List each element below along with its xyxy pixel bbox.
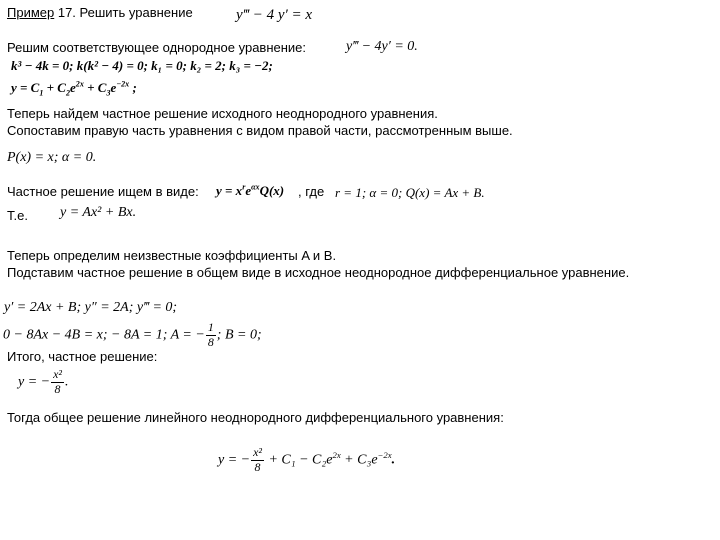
where-equation: r = 1; α = 0; Q(x) = Ax + B. (335, 185, 485, 200)
gh-part-a: y = C (11, 80, 40, 95)
te-text: Т.е. (7, 208, 28, 223)
gh-part-d: + C (83, 80, 107, 95)
psf-r: r (242, 182, 246, 192)
final-den: 8 (254, 459, 261, 474)
gh-sup1: 2x (75, 79, 84, 89)
gh-sup2: −2x (116, 79, 130, 89)
homogeneous-general-solution (11, 80, 137, 96)
paragraph-2-line-2: Подставим частное решение в общем виде в исходное неоднородное дифференциальное уравнение. (7, 265, 630, 280)
final-fraction (251, 447, 264, 474)
partial-solution-text: Частное решение ищем в виде: (7, 184, 199, 199)
psf-alpha: αx (251, 182, 260, 192)
gh-sub3: 3 (106, 88, 111, 98)
coef-num: 1 (207, 320, 214, 334)
homogeneous-equation: y‴ − 4y′ = 0. (346, 39, 418, 54)
result-num: x² (53, 367, 62, 381)
partial-solution-result (18, 369, 68, 396)
result-end: . (64, 374, 69, 390)
coef-den: 8 (207, 334, 214, 349)
partial-solution-form (216, 183, 284, 199)
psf-e: e (245, 183, 252, 198)
te-equation: y = Ax² + Bx. (60, 205, 137, 220)
final-end: . (391, 452, 396, 468)
gh-part-c: e (70, 80, 76, 95)
final-lhs: y = − (218, 452, 251, 468)
final-rest2: + C₃e (340, 452, 378, 468)
gh-sub2: 2 (65, 88, 71, 98)
coef-right: ; B = 0; (216, 327, 262, 343)
final-sup1: 2x (332, 449, 341, 460)
final-rest: + C₁ − C₂e (264, 452, 333, 468)
general-solution (218, 447, 395, 474)
paragraph-2-line-1: Теперь определим неизвестные коэффициенты A и B. (7, 248, 337, 263)
final-sup2: −2x (377, 449, 392, 460)
result-text: Итого, частное решение: (7, 349, 158, 364)
psf-q: Q(x) (259, 183, 285, 198)
example-title-label: Пример (7, 5, 55, 20)
where-text: , где (298, 184, 325, 199)
homogeneous-text: Решим соответствующее однородное уравнение: (7, 40, 307, 55)
psf-y: y = x (216, 183, 243, 198)
gh-part-b: + C (43, 80, 66, 95)
gh-sub1: 1 (39, 88, 44, 98)
example-title-rest: 17. Решить уравнение (54, 5, 193, 20)
coef-left: 0 − 8Ax − 4B = x; − 8A = 1; A = − (3, 327, 205, 343)
gh-part-f: ; (129, 80, 137, 95)
coef-fraction (206, 322, 216, 349)
final-text: Тогда общее решение линейного неоднородного дифференциального уравнения: (7, 410, 504, 425)
paragraph-1-line-1: Теперь найдем частное решение исходного неоднородного уравнения. (7, 106, 438, 121)
result-den: 8 (54, 381, 61, 396)
result-lhs: y = − (18, 374, 51, 390)
derivatives-line: y′ = 2Ax + B; y″ = 2A; y‴ = 0; (4, 300, 178, 315)
coefficients-line (3, 322, 262, 349)
final-num: x² (253, 445, 262, 459)
example-title (7, 5, 193, 20)
gh-part-e: e (110, 80, 117, 95)
characteristic-roots: k³ − 4k = 0; k(k² − 4) = 0; k₁ = 0; k₂ = 2; k₃ = −2; (11, 58, 273, 73)
result-fraction (51, 369, 64, 396)
paragraph-1-line-2: Сопоставим правую часть уравнения с видом правой части, рассмотренным выше. (7, 123, 513, 138)
main-equation: y‴ − 4 y′ = x (236, 7, 313, 23)
right-side-params: P(x) = x; α = 0. (7, 150, 97, 165)
